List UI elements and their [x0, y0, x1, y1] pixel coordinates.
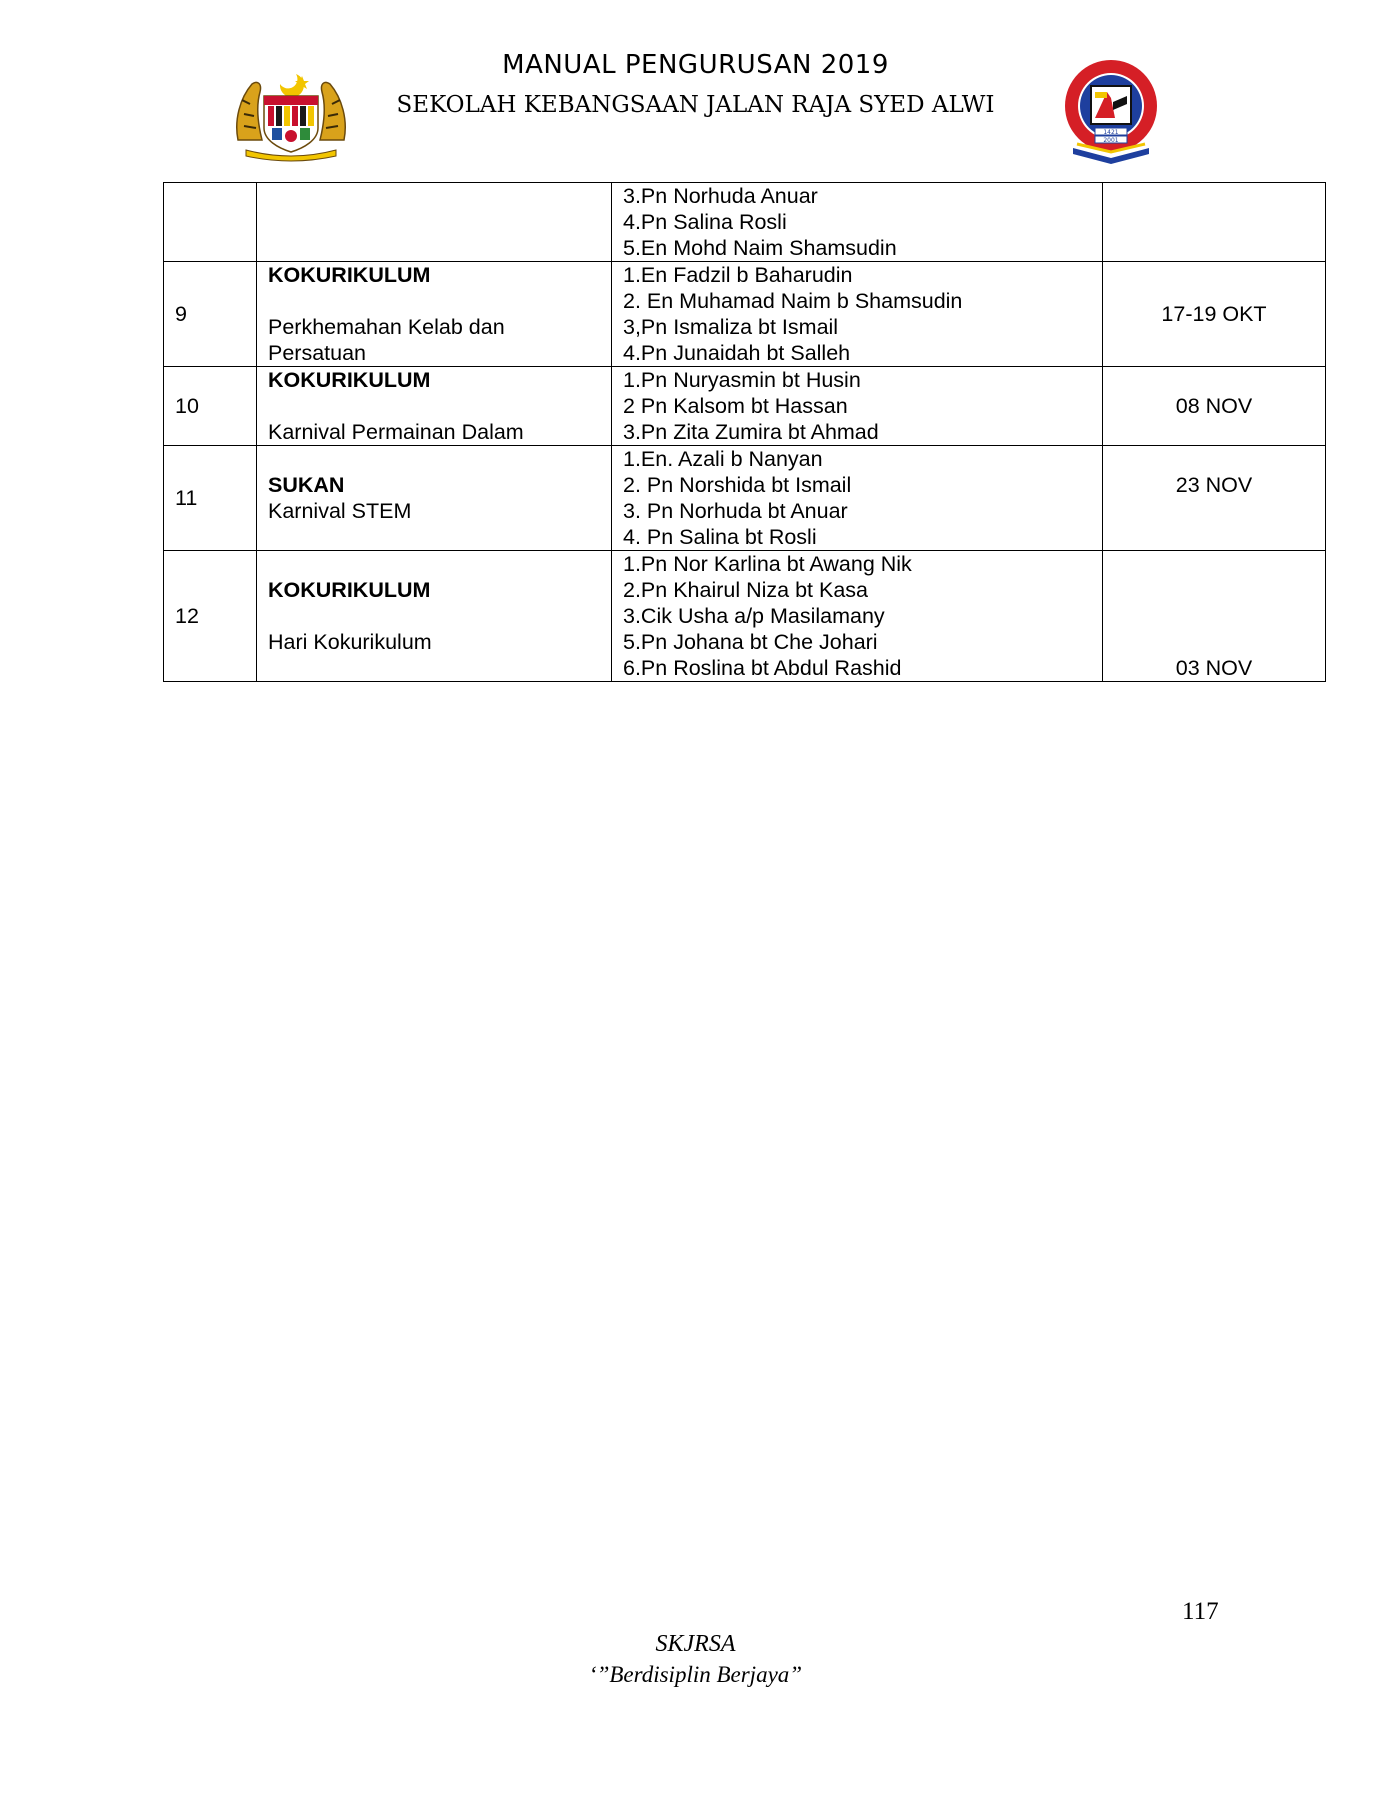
date-cell [1103, 551, 1326, 682]
date-cell: 08 NOV [1103, 367, 1326, 446]
committee-member: 2. Pn Norshida bt Ismail [623, 473, 852, 497]
committee-member: 1.Pn Nuryasmin bt Husin [623, 368, 861, 392]
activity-category: KOKURIKULUM [268, 368, 431, 392]
row-number: 9 [164, 262, 257, 367]
committee-member: 5.En Mohd Naim Shamsudin [623, 236, 897, 260]
activity-name: Karnival Permainan Dalam [268, 420, 524, 444]
committee-names [612, 551, 1103, 682]
activity-name: Persatuan [268, 341, 367, 365]
activity-cell [257, 262, 612, 367]
activity-schedule-table [163, 182, 1326, 682]
committee-member: 1.En. Azali b Nanyan [623, 447, 823, 471]
row-number: 12 [164, 551, 257, 682]
committee-member: 3.Pn Zita Zumira bt Ahmad [623, 420, 879, 444]
committee-member: 2.Pn Khairul Niza bt Kasa [623, 578, 868, 602]
committee-member: 1.En Fadzil b Baharudin [623, 263, 853, 287]
committee-member: 1.Pn Nor Karlina bt Awang Nik [623, 552, 912, 576]
committee-names [612, 183, 1103, 262]
activity-cell [257, 367, 612, 446]
document-title: MANUAL PENGURUSAN 2019 [502, 50, 889, 80]
date-cell [1103, 183, 1326, 262]
committee-member: 6.Pn Roslina bt Abdul Rashid [623, 656, 902, 680]
activity-name: Karnival STEM [268, 499, 412, 523]
page-number: 117 [1182, 1598, 1219, 1625]
row-number: 10 [164, 367, 257, 446]
committee-member: 3,Pn Ismaliza bt Ismail [623, 315, 839, 339]
date-cell: 17-19 OKT [1103, 262, 1326, 367]
committee-names [612, 262, 1103, 367]
table-row [164, 183, 1326, 262]
school-name: SEKOLAH KEBANGSAAN JALAN RAJA SYED ALWI [396, 92, 995, 118]
table-row [164, 367, 1326, 446]
row-number [164, 183, 257, 262]
activity-cell [257, 183, 612, 262]
committee-member: 2. En Muhamad Naim b Shamsudin [623, 289, 963, 313]
committee-member: 2 Pn Kalsom bt Hassan [623, 394, 848, 418]
committee-member: 4.Pn Junaidah bt Salleh [623, 341, 851, 365]
date-cell: 23 NOV [1103, 446, 1326, 551]
table-row [164, 262, 1326, 367]
committee-member: 4. Pn Salina bt Rosli [623, 525, 817, 549]
row-number: 11 [164, 446, 257, 551]
crest-year-hijri: 1421 [1103, 129, 1119, 136]
committee-member: 3. Pn Norhuda bt Anuar [623, 499, 848, 523]
activity-cell [257, 446, 612, 551]
table-row [164, 551, 1326, 682]
activity-category: KOKURIKULUM [268, 578, 431, 602]
committee-member: 5.Pn Johana bt Che Johari [623, 630, 878, 654]
school-crest-logo [1055, 58, 1167, 166]
footer-school-code: SKJRSA [655, 1631, 736, 1657]
committee-member: 4.Pn Salina Rosli [623, 210, 787, 234]
activity-category: KOKURIKULUM [268, 263, 431, 287]
activity-name: Hari Kokurikulum [268, 630, 432, 654]
page-header [0, 0, 1391, 180]
committee-names [612, 446, 1103, 551]
committee-member: 3.Cik Usha a/p Masilamany [623, 604, 885, 628]
activity-cell [257, 551, 612, 682]
table-row [164, 446, 1326, 551]
date-value: 03 NOV [1175, 656, 1253, 680]
activity-name: Perkhemahan Kelab dan [268, 315, 505, 339]
crest-year: 2001 [1103, 137, 1119, 144]
activity-category: SUKAN [268, 473, 345, 497]
committee-names [612, 367, 1103, 446]
footer-motto: ‘”Berdisiplin Berjaya” [588, 1662, 803, 1687]
committee-member: 3.Pn Norhuda Anuar [623, 184, 818, 208]
